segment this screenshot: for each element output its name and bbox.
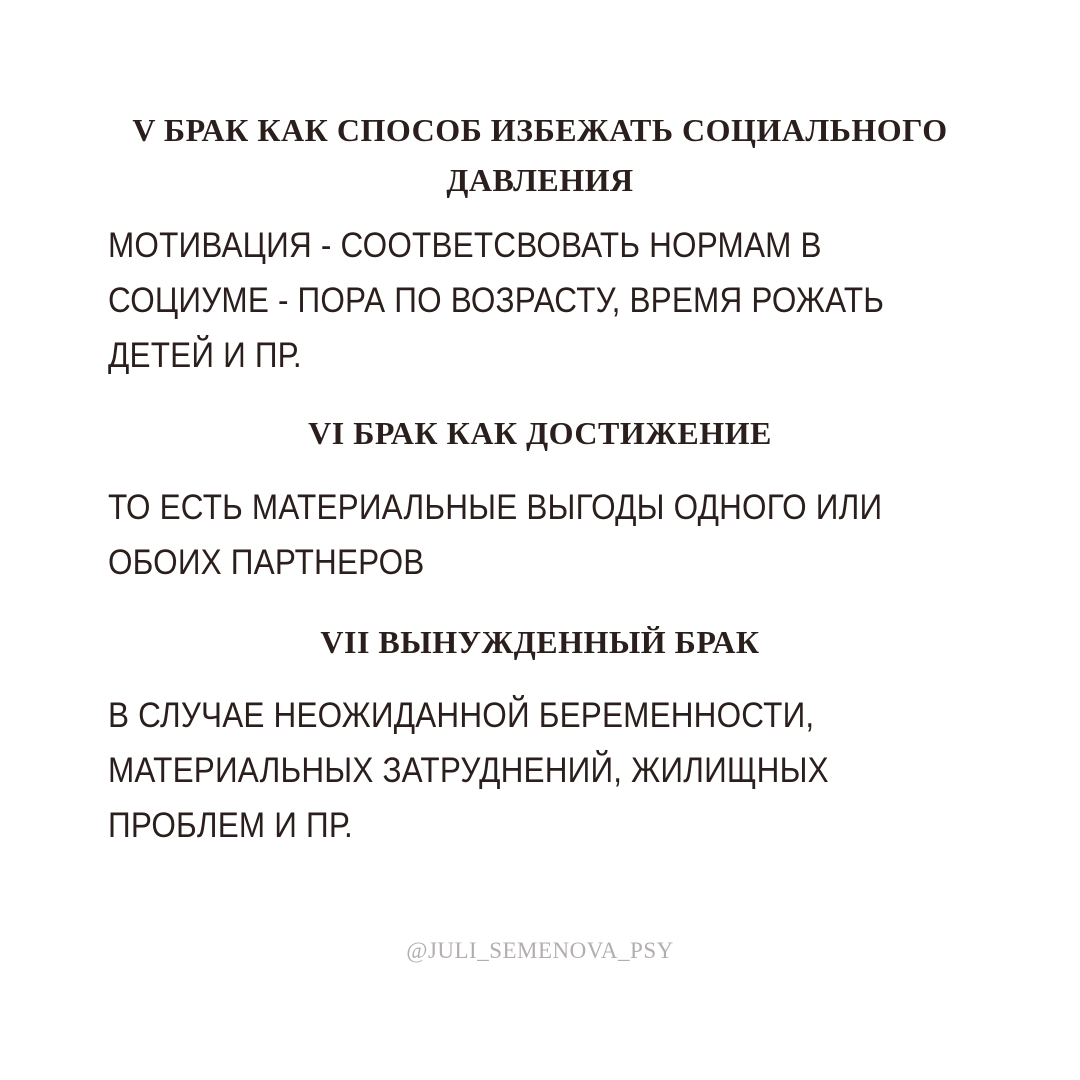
author-handle[interactable]: @JULI_SEMENOVA_PSY [406, 938, 674, 963]
section-5-heading: V БРАК КАК СПОСОБ ИЗБЕЖАТЬ СОЦИАЛЬНОГО ДАВЛЕНИЯ [132, 112, 948, 198]
section-6-body: ТО ЕСТЬ МАТЕРИАЛЬНЫЕ ВЫГОДЫ ОДНОГО ИЛИ ОБОИХ ПАРТНЕРОВ [108, 488, 883, 582]
section-6-heading: VI БРАК КАК ДОСТИЖЕНИЕ [308, 415, 772, 451]
section-7-body: В СЛУЧАЕ НЕОЖИДАННОЙ БЕРЕМЕННОСТИ, МАТЕРИАЛЬНЫХ ЗАТРУДНЕНИЙ, ЖИЛИЩНЫХ ПРОБЛЕМ И ПР. [108, 696, 829, 845]
section-5-body: МОТИВАЦИЯ - СООТВЕТСВОВАТЬ НОРМАМ В СОЦИУМЕ - ПОРА ПО ВОЗРАСТУ, ВРЕМЯ РОЖАТЬ ДЕТЕЙ И ПР. [108, 226, 885, 375]
section-7-heading: VII ВЫНУЖДЕННЫЙ БРАК [320, 624, 760, 660]
